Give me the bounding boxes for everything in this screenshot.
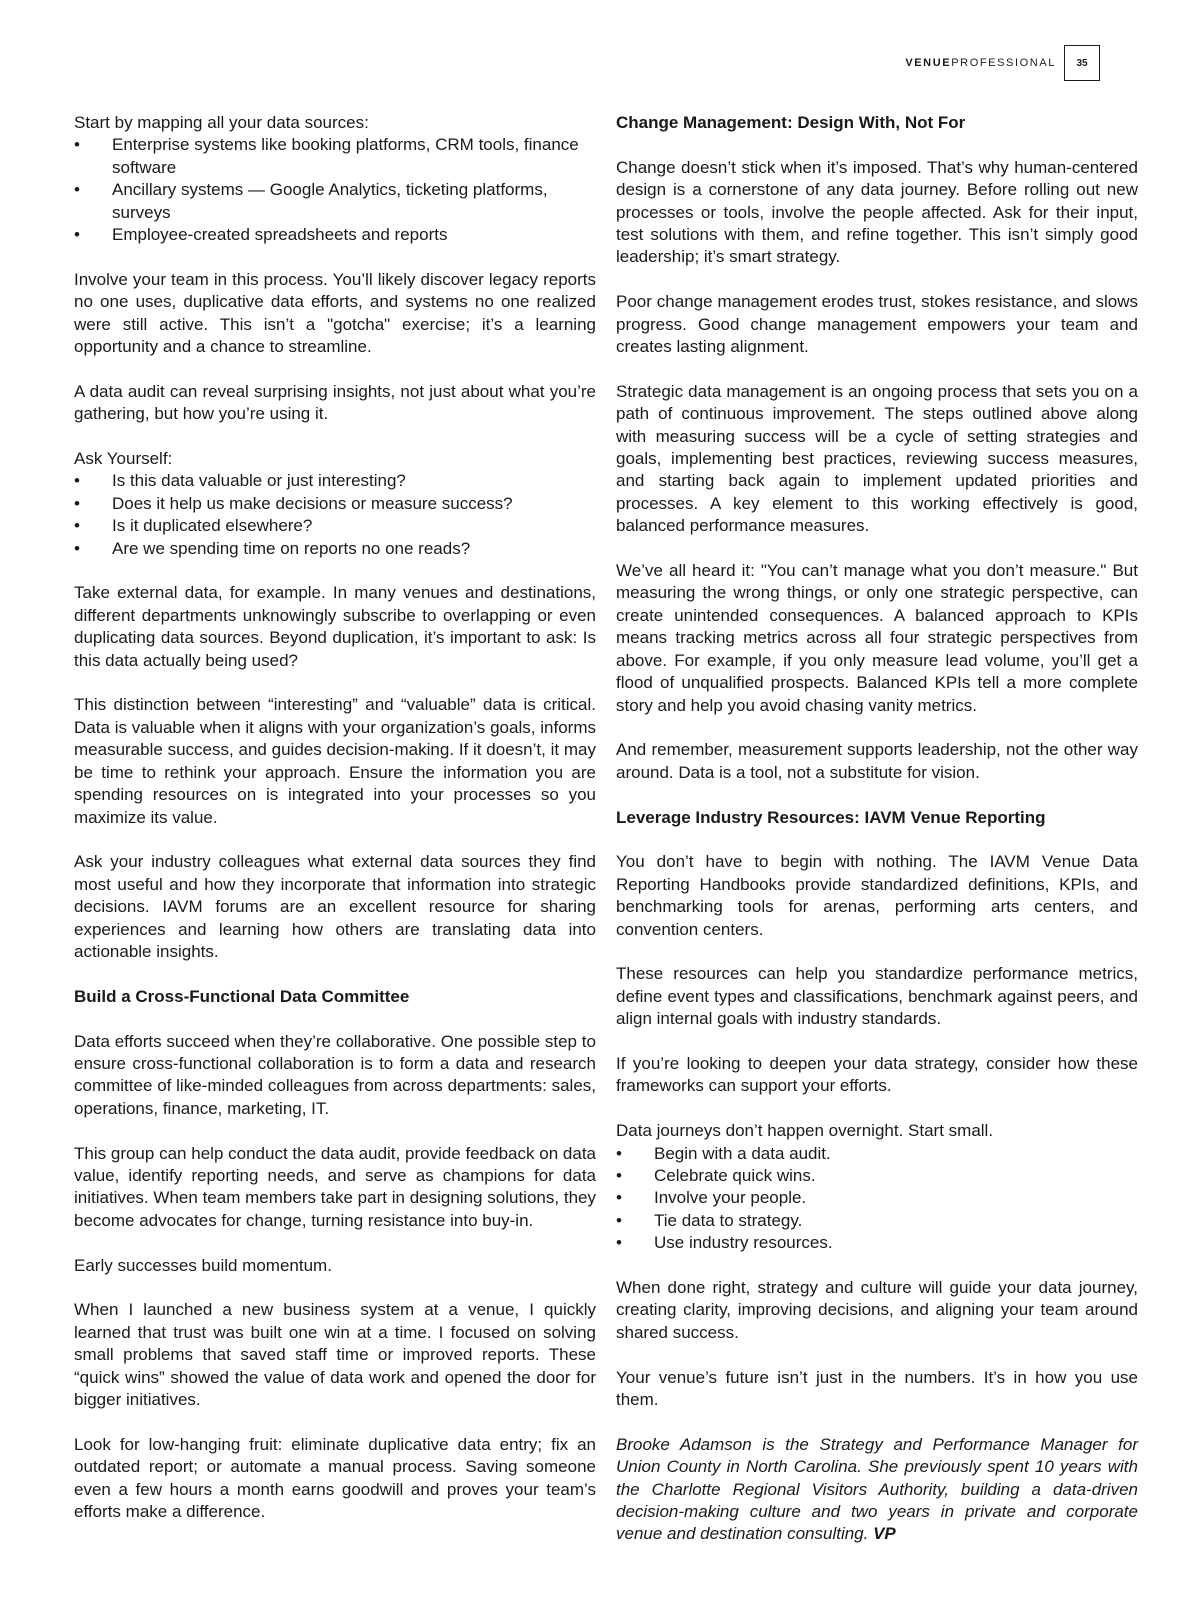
list-item: • Involve your people.: [616, 1187, 1138, 1209]
paragraph: Ask your industry colleagues what external data sources they find most useful and how they incorporate that information into strategic decisions. IAVM forums are an excellent resource for sharing experiences and learning how others are translating data into actionable insights.: [74, 852, 596, 961]
section-heading: Leverage Industry Resources: IAVM Venue Reporting: [616, 807, 1046, 827]
page-header: [905, 45, 1100, 81]
list-item: • Tie data to strategy.: [616, 1210, 1138, 1232]
section-heading: Build a Cross-Functional Data Committee: [74, 986, 410, 1006]
paragraph: Your venue’s future isn’t just in the numbers. It’s in how you use them.: [616, 1367, 1138, 1409]
paragraph: Data efforts succeed when they’re collaborative. One possible step to ensure cross-functional collaboration is to form a data and research committee of like-minded colleagues from across departments: sales, operations, finance, marketing, IT.: [74, 1031, 596, 1118]
paragraph: Poor change management erodes trust, stokes resistance, and slows progress. Good change management empowers your team and creates lasting alignment.: [616, 292, 1138, 357]
paragraph: You don’t have to begin with nothing. The IAVM Venue Data Reporting Handbooks provide standardized definitions, KPIs, and benchmarking tools for arenas, performing arts centers, and convention centers.: [616, 852, 1138, 939]
paragraph: When I launched a new business system at a venue, I quickly learned that trust was built one win at a time. I focused on solving small problems that saved staff time or improved reports. These “quick wins” showed the value of data work and opened the door for bigger initiatives.: [74, 1300, 596, 1409]
paragraph: Take external data, for example. In many venues and destinations, different departments unknowingly subscribe to overlapping or even duplicating data sources. Beyond duplication, it’s important to ask: Is this data actually being used?: [74, 583, 596, 670]
list-item: • Employee-created spreadsheets and reports: [74, 224, 596, 246]
paragraph: Strategic data management is an ongoing process that sets you on a path of continuous improvement. The steps outlined above along with measuring success will be a cycle of setting strategies and goals, implementing best practices, reviewing success measures, and starting back again to implement updated priorities and processes. A key element to this working effectively is good, balanced performance measures.: [616, 381, 1138, 536]
list-item: • Are we spending time on reports no one reads?: [74, 538, 596, 560]
article-column-left: [74, 112, 596, 1546]
list-item: • Use industry resources.: [616, 1232, 1138, 1254]
start-small-list: [616, 1143, 1138, 1255]
list-item: • Is this data valuable or just interesting?: [74, 470, 596, 492]
list-item: • Ancillary systems — Google Analytics, ticketing platforms, surveys: [74, 179, 596, 224]
list-item: • Is it duplicated elsewhere?: [74, 515, 596, 537]
paragraph: Change doesn’t stick when it’s imposed. That’s why human-centered design is a cornerstone of any data journey. Before rolling out new processes or tools, involve the people affected. Ask for their input, test solutions with them, and refine together. This isn’t simply good leadership; it’s smart strategy.: [616, 157, 1138, 267]
list-item: • Begin with a data audit.: [616, 1143, 1138, 1165]
author-bio: [616, 1434, 1138, 1546]
paragraph: This group can help conduct the data audit, provide feedback on data value, identify reporting needs, and serve as champions for data initiatives. When team members take part in designing solutions, they become advocates for change, turning resistance into buy-in.: [74, 1143, 596, 1230]
list-item: • Celebrate quick wins.: [616, 1165, 1138, 1187]
author-bio-text: Brooke Adamson is the Strategy and Performance Manager for Union County in North Carolina. She previously spent 10 years with the Charlotte Regional Visitors Authority, building a data-driven decision-making culture and two years in private and corporate venue and destination consulting.: [616, 1434, 1138, 1544]
brand-rest: PROFESSIONAL: [951, 57, 1056, 69]
paragraph: Look for low-hanging fruit: eliminate duplicative data entry; fix an outdated report; or automate a manual process. Saving someone even a few hours a month earns goodwill and proves your team’s efforts make a difference.: [74, 1434, 596, 1521]
paragraph: Early successes build momentum.: [74, 1255, 332, 1275]
paragraph: We’ve all heard it: "You can’t manage what you don’t measure." But measuring the wrong things, or only one strategic perspective, can create unintended consequences. A balanced approach to KPIs means tracking metrics across all four strategic perspectives from above. For example, if you only measure lead volume, you’ll get a flood of unqualified prospects. Balanced KPIs tell a more complete story and help you avoid chasing vanity metrics.: [616, 561, 1138, 715]
paragraph: These resources can help you standardize performance metrics, define event types and classifications, benchmark against peers, and align internal goals with industry standards.: [616, 964, 1138, 1029]
section-heading: Change Management: Design With, Not For: [616, 113, 966, 132]
paragraph: And remember, measurement supports leadership, not the other way around. Data is a tool, not a substitute for vision.: [616, 740, 1138, 782]
paragraph: If you’re looking to deepen your data strategy, consider how these frameworks can support your efforts.: [616, 1053, 1138, 1096]
list-item: • Does it help us make decisions or measure success?: [74, 493, 596, 515]
end-mark: VP: [873, 1524, 896, 1544]
paragraph: Involve your team in this process. You’ll likely discover legacy reports no one uses, duplicative data efforts, and systems no one realized were still active. This isn’t a "gotcha" exercise; it’s a learning opportunity and a chance to streamline.: [74, 269, 596, 357]
paragraph: Data journeys don’t happen overnight. Start small.: [616, 1121, 994, 1141]
list-item: • Enterprise systems like booking platforms, CRM tools, finance software: [74, 134, 596, 179]
page-number: 35: [1064, 45, 1100, 81]
paragraph: When done right, strategy and culture will guide your data journey, creating clarity, improving decisions, and aligning your team around shared success.: [616, 1277, 1138, 1342]
paragraph: This distinction between “interesting” and “valuable” data is critical. Data is valuable when it aligns with your organization’s goals, informs measurable success, and guides decision-making. If it doesn’t, it may be time to rethink your approach. Ensure the information you are spending resources on is integrated into your processes so you maximize its value.: [74, 695, 596, 827]
data-sources-list: [74, 134, 596, 246]
article-column-right: [616, 112, 1138, 1568]
brand-bold: VENUE: [905, 57, 952, 69]
publication-brand: [905, 57, 1056, 69]
paragraph: Ask Yourself:: [74, 449, 173, 469]
ask-yourself-list: [74, 470, 596, 560]
paragraph: Start by mapping all your data sources:: [74, 113, 369, 132]
paragraph: A data audit can reveal surprising insights, not just about what you’re gathering, but how you’re using it.: [74, 381, 596, 424]
